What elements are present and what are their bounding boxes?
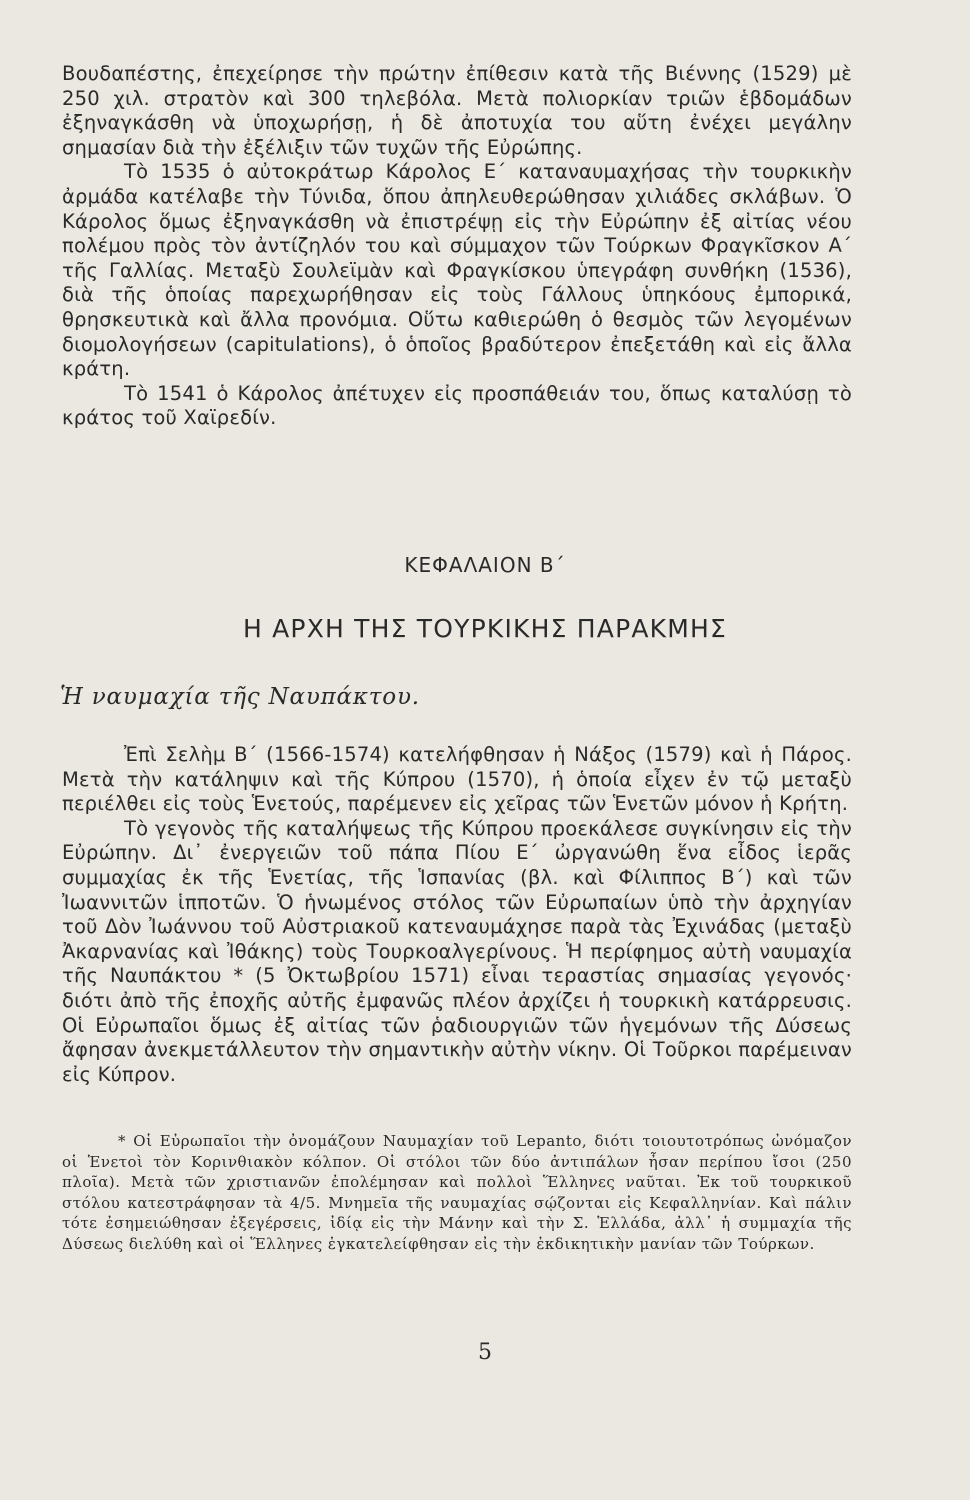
chapter-label: ΚΕΦΑΛΑΙΟΝ Β΄ bbox=[404, 553, 566, 577]
page-number: 5 bbox=[478, 1340, 492, 1365]
section-text-block bbox=[62, 743, 852, 1087]
footnote-text: * Οἱ Εὐρωπαῖοι τὴν ὀνομάζουν Ναυμαχίαν τοῦ Lepanto, διότι τοιουτοτρόπως ὠνόμαζον οἱ Ἑνετοὶ τὸν Κορινθιακὸν κόλπον. Οἱ στόλοι τῶν δύο ἀντιπάλων ἦσαν περίπου ἴσοι (250 πλοῖα). Μετὰ τῶν χριστιανῶν ἐπολέμησαν καὶ πολλοὶ Ἕλληνες ναῦται. Ἐκ τοῦ τουρκικοῦ στόλου κατεστράφησαν τὰ 4/5. Μνημεῖα τῆς ναυμαχίας σῴζονται εἰς Κεφαλληνίαν. Καὶ πάλιν τότε ἐσημειώθησαν ἐξεγέρσεις, ἰδίᾳ εἰς τὴν Μάνην καὶ τὴν Σ. Ἑλλάδα, ἀλλ᾽ ἡ συμμαχία τῆς Δύσεως διελύθη καὶ οἱ Ἕλληνες ἐγκατελείφθησαν εἰς τὴν ἐκδικητικὴν μανίαν τῶν Τούρκων. bbox=[62, 1132, 852, 1253]
paragraph-charles-tunis: Τὸ 1535 ὁ αὐτοκράτωρ Κάρολος Ε΄ καταναυμαχήσας τὴν τουρκικὴν ἀρμάδα κατέλαβε τὴν Τύνιδα, ὅπου ἀπηλευθερώθησαν χιλιάδες σκλάβων. Ὁ Κάρολος ὅμως ἐξηναγκάσθη νὰ ἐπιστρέψῃ εἰς τὴν Εὐρώπην ἐξ αἰτίας νέου πολέμου πρὸς τὸν ἀντίζηλόν του καὶ σύμμαχον τῶν Τούρκων Φραγκῖσκον Α΄ τῆς Γαλλίας. Μεταξὺ Σουλεϊμὰν καὶ Φραγκίσκου ὑπεγράφη συνθήκη (1536), διὰ τῆς ὁποίας παρεχωρήθησαν εἰς τοὺς Γάλλους ὑπηκόους ἐμπορικά, θρησκευτικὰ καὶ ἄλλα προνόμια. Οὕτω καθιερώθη ὁ θεσμὸς τῶν λεγομένων διομολογήσεων (capitulations), ὁ ὁποῖος βραδύτερον ἐπεξετάθη καὶ εἰς ἄλλα κράτη. bbox=[62, 160, 852, 381]
paragraph-vienna-siege: Βουδαπέστης, ἐπεχείρησε τὴν πρώτην ἐπίθεσιν κατὰ τῆς Βιέννης (1529) μὲ 250 χιλ. στρατὸν καὶ 300 τηλεβόλα. Μετὰ πολιορκίαν τριῶν ἑβδομάδων ἐξηναγκάσθη νὰ ὑποχωρήσῃ, ἡ δὲ ἀποτυχία του αὕτη ἐνέχει μεγάλην σημασίαν διὰ τὴν ἐξέλιξιν τῶν τυχῶν τῆς Εὐρώπης. bbox=[62, 62, 852, 159]
paragraph-lepanto: Τὸ γεγονὸς τῆς καταλήψεως τῆς Κύπρου προεκάλεσε συγκίνησιν εἰς τὴν Εὐρώπην. Δι᾽ ἐνεργειῶν τοῦ πάπα Πίου Ε΄ ὠργανώθη ἕνα εἶδος ἱερᾶς συμμαχίας ἐκ τῆς Ἑνετίας, τῆς Ἱσπανίας (βλ. καὶ Φίλιππος Β΄) καὶ τῶν Ἰωαννιτῶν ἱπποτῶν. Ὁ ἡνωμένος στόλος τῶν Εὐρωπαίων ὑπὸ τὴν ἀρχηγίαν τοῦ Δὸν Ἰωάννου τοῦ Αὐστριακοῦ κατεναυμάχησε παρὰ τὰς Ἐχινάδας (μεταξὺ Ἀκαρνανίας καὶ Ἰθάκης) τοὺς Τουρκοαλγερίνους. Ἡ περίφημος αὐτὴ ναυμαχία τῆς Ναυπάκτου * (5 Ὀκτωβρίου 1571) εἶναι τεραστίας σημασίας γεγονός· διότι ἀπὸ τῆς ἐποχῆς αὐτῆς ἐμφανῶς πλέον ἀρχίζει ἡ τουρκικὴ κατάρρευσις. Οἱ Εὐρωπαῖοι ὅμως ἐξ αἰτίας τῶν ῥαδιουργιῶν τῶν ἡγεμόνων τῆς Δύσεως ἄφησαν ἀνεκμετάλλευτον τὴν σημαντικὴν αὐτὴν νίκην. Οἱ Τοῦρκοι παρέμειναν εἰς Κύπρον. bbox=[62, 816, 852, 1086]
paragraph-selim: Ἐπὶ Σελὴμ Β΄ (1566-1574) κατελήφθησαν ἡ Νάξος (1579) καὶ ἡ Πάρος. Μετὰ τὴν κατάληψιν καὶ τῆς Κύπρου (1570), ἡ ὁποία εἶχεν ἐν τῷ μεταξὺ περιέλθει εἰς τοὺς Ἑνετούς, παρέμενεν εἰς χεῖρας τῶν Ἑνετῶν μόνον ἡ Κρήτη. bbox=[62, 743, 852, 816]
footnote bbox=[62, 1131, 852, 1255]
top-text-block bbox=[62, 62, 852, 431]
chapter-title: Η ΑΡΧΗ ΤΗΣ ΤΟΥΡΚΙΚΗΣ ΠΑΡΑΚΜΗΣ bbox=[242, 614, 728, 643]
section-heading: Ἡ ναυμαχία τῆς Ναυπάκτου. bbox=[60, 684, 420, 710]
paragraph-1541: Τὸ 1541 ὁ Κάρολος ἀπέτυχεν εἰς προσπάθειάν του, ὅπως καταλύσῃ τὸ κράτος τοῦ Χαϊρεδίν. bbox=[62, 381, 852, 430]
